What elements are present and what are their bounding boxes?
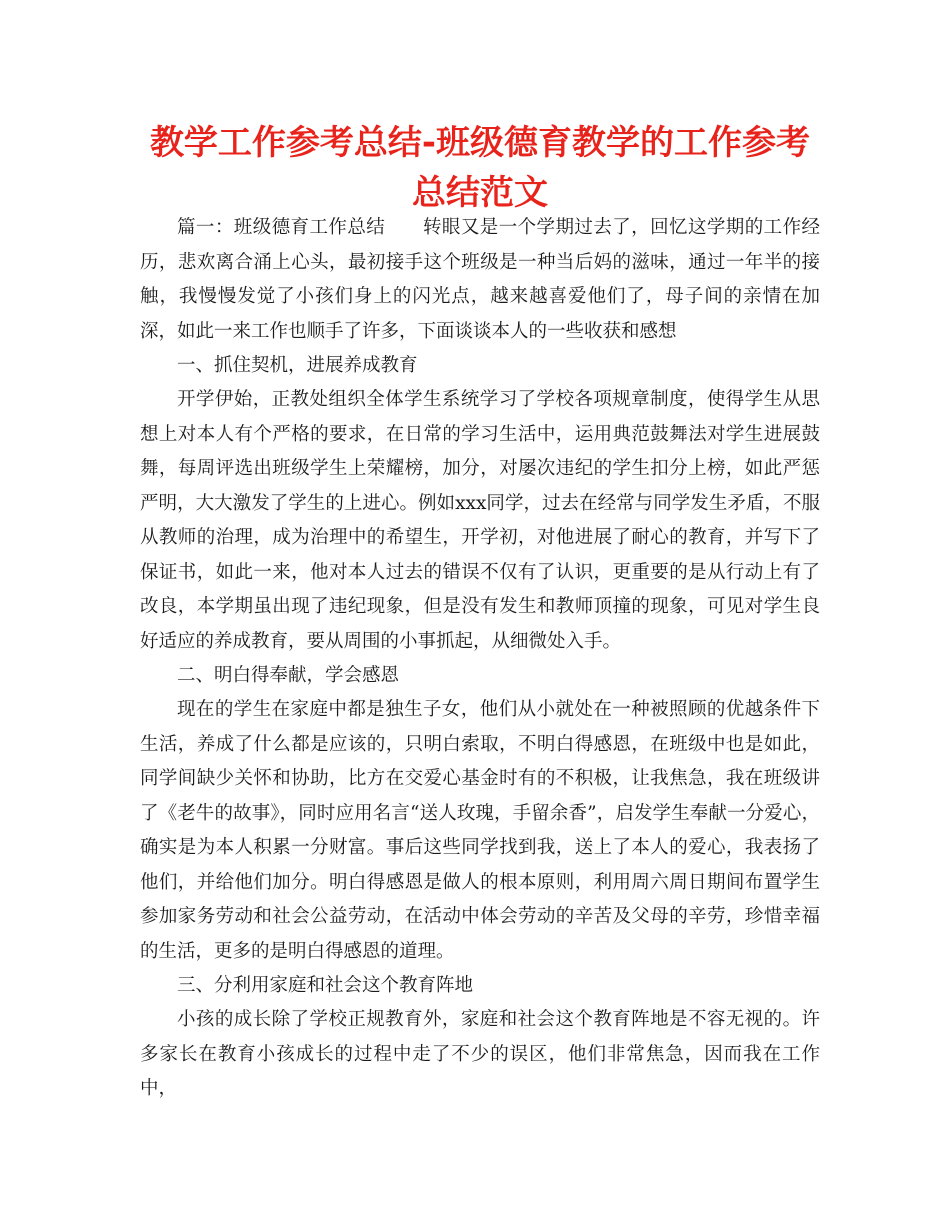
section-heading-3: 三、分利用家庭和社会这个教育阵地 [177,975,474,996]
section-heading-1: 一、抓住契机，进展养成教育 [177,355,418,376]
section-heading-2: 二、明白得奉献，学会感恩 [177,665,400,686]
document-title: 教学工作参考总结-班级德育教学的工作参考总结范文 [149,123,811,213]
document-body [140,211,820,1107]
paragraph-intro: 篇一：班级德育工作总结 转眼又是一个学期过去了，回忆这学期的工作经历，悲欢离合涌上心头，最初接手这个班级是一种当后妈的滋味，通过一年半的接触，我慢慢发觉了小孩们身上的闪光点，越来越喜爱他们了，母子间的亲情在加深，如此一来工作也顺手了许多，下面谈谈本人的一些收获和感想 [140,217,820,342]
paragraph-section-3: 小孩的成长除了学校正规教育外，家庭和社会这个教育阵地是不容无视的。许多家长在教育小孩成长的过程中走了不少的误区，他们非常焦急，因而我在工作中， [140,1009,820,1099]
paragraph-section-2: 现在的学生在家庭中都是独生子女，他们从小就处在一种被照顾的优越条件下生活，养成了什么都是应该的，只明白索取，不明白得感恩，在班级中也是如此，同学间缺少关怀和协助，比方在交爱心基金时有的不积极，让我焦急，我在班级讲了《老牛的故事》，同时应用名言“送人玫瑰，手留余香”，启发学生奉献一分爱心，确实是为本人积累一分财富。事后这些同学找到我，送上了本人的爱心，我表扬了他们，并给他们加分。明白得感恩是做人的根本原则，利用周六周日期间布置学生参加家务劳动和社会公益劳动，在活动中体会劳动的辛苦及父母的辛劳，珍惜幸福的生活，更多的是明白得感恩的道理。 [140,699,820,962]
paragraph-section-1: 开学伊始，正教处组织全体学生系统学习了学校各项规章制度，使得学生从思想上对本人有个严格的要求，在日常的学习生活中，运用典范鼓舞法对学生进展鼓舞，每周评选出班级学生上荣耀榜，加分，对屡次违纪的学生扣分上榜，如此严惩严明，大大激发了学生的上进心。例如xxx同学，过去在经常与同学发生矛盾，不服从教师的治理，成为治理中的希望生，开学初，对他进展了耐心的教育，并写下了保证书，如此一来，他对本人过去的错误不仅有了认识，更重要的是从行动上有了改良，本学期虽出现了违纪现象，但是没有发生和教师顶撞的现象，可见对学生良好适应的养成教育，要从周围的小事抓起，从细微处入手。 [140,389,820,652]
